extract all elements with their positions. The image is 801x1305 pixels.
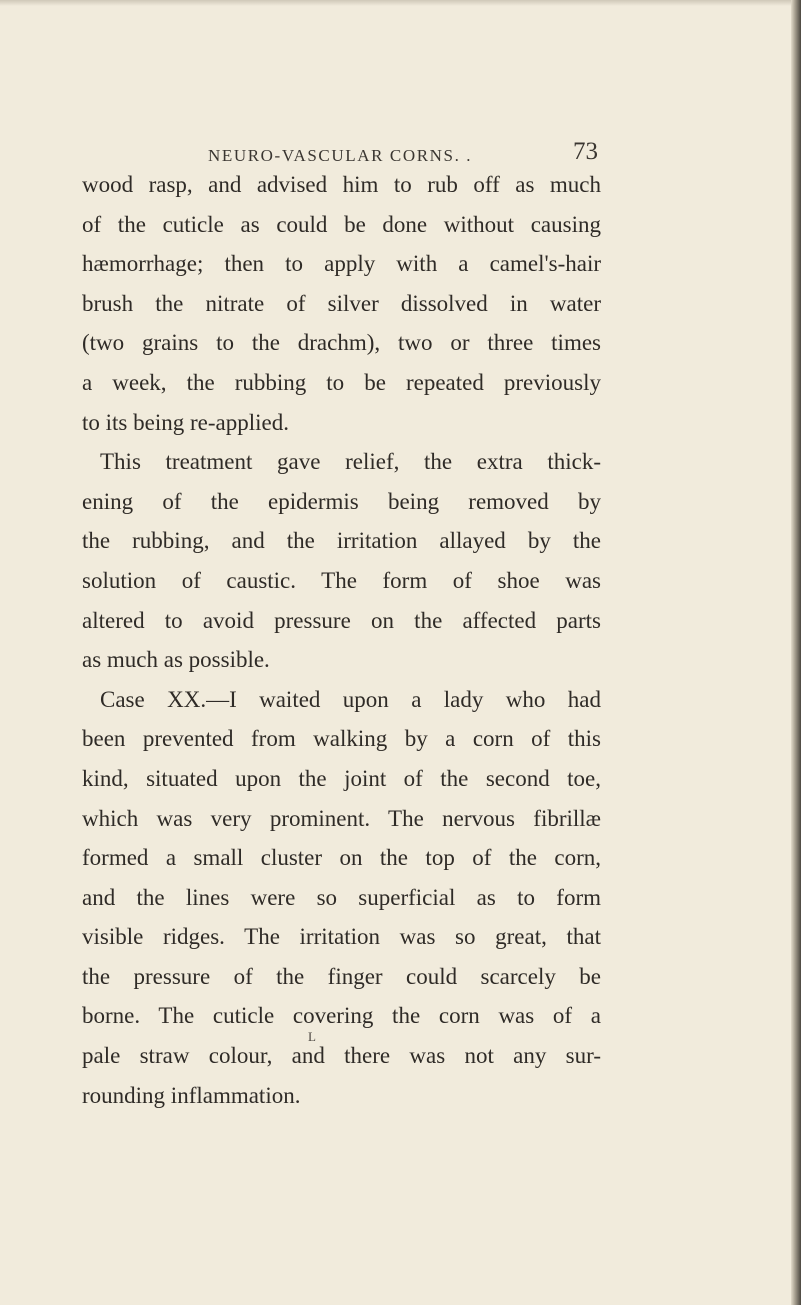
page-number: 73 bbox=[573, 138, 598, 165]
text-line: wood rasp, and advised him to rub off as much bbox=[82, 172, 601, 197]
text-line: Case XX.—I waited upon a lady who had bbox=[100, 686, 601, 712]
text-line: ening of the epidermis being removed by bbox=[82, 488, 601, 514]
signature-mark: L bbox=[308, 1029, 317, 1044]
text-line: formed a small cluster on the top of the corn, bbox=[82, 845, 601, 871]
text-line: pale straw colour, and there was not any sur- bbox=[82, 1043, 601, 1069]
text-line: been prevented from walking by a corn of this bbox=[82, 726, 601, 752]
text-line: borne. The cuticle covering the corn was of a bbox=[82, 1003, 601, 1029]
text-line: to its being re-applied. bbox=[82, 409, 289, 435]
running-head: NEURO-VASCULAR CORNS. . bbox=[208, 146, 473, 165]
text-line: brush the nitrate of silver dissolved in water bbox=[82, 290, 601, 316]
text-line: the rubbing, and the irritation allayed by the bbox=[82, 528, 601, 554]
text-line: visible ridges. The irritation was so great, that bbox=[82, 924, 601, 950]
text-line: altered to avoid pressure on the affected parts bbox=[82, 607, 601, 633]
body-text bbox=[82, 165, 601, 1115]
text-line: a week, the rubbing to be repeated previously bbox=[82, 369, 601, 395]
text-line: solution of caustic. The form of shoe was bbox=[82, 567, 601, 593]
text-line: of the cuticle as could be done without causing bbox=[82, 211, 601, 237]
text-line: and the lines were so superficial as to form bbox=[82, 884, 601, 910]
text-line: (two grains to the drachm), two or three times bbox=[82, 330, 601, 356]
text-line: which was very prominent. The nervous fibrillæ bbox=[82, 805, 601, 831]
text-line: kind, situated upon the joint of the second toe, bbox=[82, 765, 601, 791]
text-line: as much as possible. bbox=[82, 647, 270, 673]
page-top-shadow bbox=[0, 0, 801, 6]
text-line: rounding inflammation. bbox=[82, 1082, 301, 1108]
text-line: hæmorrhage; then to apply with a camel's-hair bbox=[82, 251, 601, 277]
text-line: This treatment gave relief, the extra thick- bbox=[100, 449, 601, 475]
page-edge bbox=[791, 0, 801, 1305]
text-line: the pressure of the finger could scarcely be bbox=[82, 963, 601, 989]
